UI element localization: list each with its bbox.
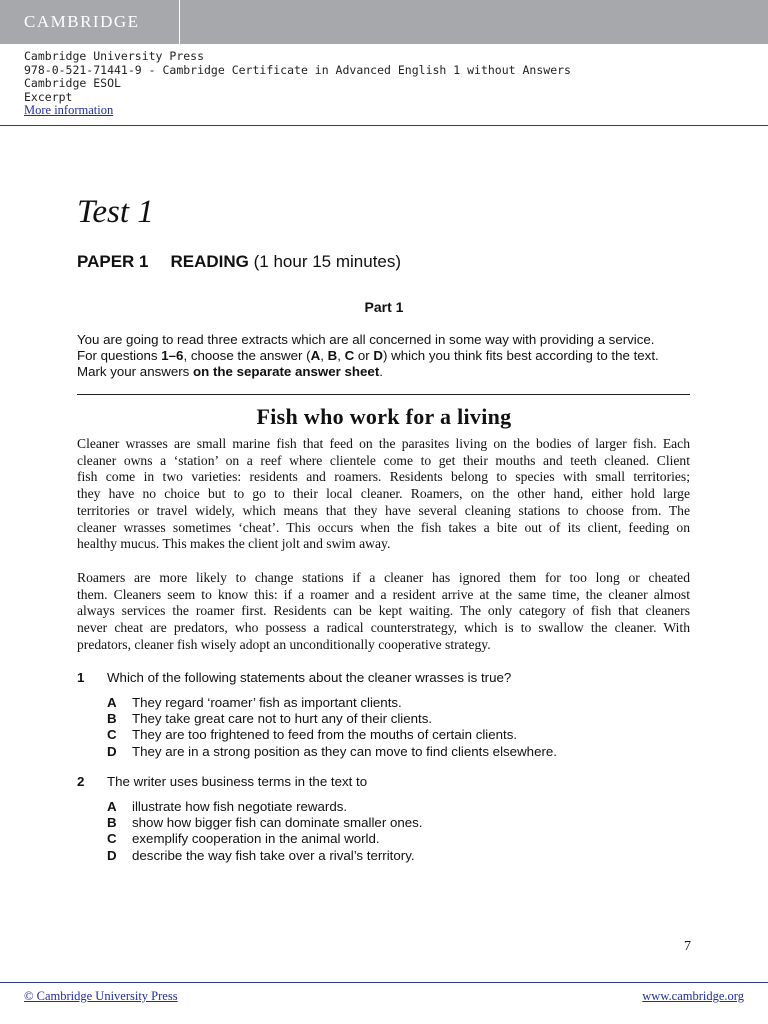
more-information-link[interactable]: More information <box>24 103 114 117</box>
paragraph-line: Roamers are more likely to change stations if a cleaner has ignored them for too long or cheated <box>77 570 690 585</box>
answer-option-b[interactable] <box>77 815 690 831</box>
paragraph-line: Cleaner wrasses are small marine fish that feed on the parasites living on the bodies of larger fish. Each <box>77 436 690 451</box>
copyright-link[interactable]: © Cambridge University Press <box>24 989 178 1003</box>
option-letter: C <box>107 727 117 743</box>
paragraph-line: healthy mucus. This makes the client jolt and swim away. <box>77 536 391 552</box>
paper-name: READING <box>170 252 249 271</box>
question-1 <box>77 670 690 760</box>
paragraph-line: territories or travel widely, which means that they have several cleaning stations to choose from. The <box>77 502 690 518</box>
paper-label: PAPER 1 <box>77 252 149 271</box>
answer-option-b[interactable] <box>77 711 690 727</box>
option-letter: C <box>107 831 117 847</box>
question-text: The writer uses business terms in the text to <box>107 774 368 789</box>
option-letter: D <box>107 743 117 759</box>
footer-rule <box>0 982 768 983</box>
option-letter: B <box>107 711 117 727</box>
option-letter: A <box>107 695 117 710</box>
article-paragraph-1 <box>77 436 690 553</box>
paragraph-line: cleaner wrasses sometimes ‘cheat’. This occurs when the fish takes a bite out of its client, feeding on <box>77 519 690 535</box>
option-text: They are too frightened to feed from the mouths of certain clients. <box>132 727 518 743</box>
article-paragraph-2 <box>77 570 690 654</box>
paper-heading <box>77 252 401 272</box>
article-title: Fish who work for a living <box>256 404 512 429</box>
paragraph-line: always services the roamer first. Residents can be kept waiting. The only category of fish that cleaners <box>77 603 690 619</box>
answer-option-a[interactable] <box>77 799 690 815</box>
option-text: exemplify cooperation in the animal world. <box>132 831 380 847</box>
part-heading: Part 1 <box>364 299 404 315</box>
paragraph-line: fish come in two varieties: residents and roamers. Residents belong to species with small territories; <box>77 469 690 485</box>
answer-option-d[interactable] <box>77 744 690 760</box>
paragraph-line: cleaner owns a ‘station’ on a reef where clientele come to get their mouths and teeth cleaned. Client <box>77 452 690 468</box>
option-letter: B <box>107 815 117 831</box>
section-divider <box>77 394 690 395</box>
paper-duration: (1 hour 15 minutes) <box>253 252 402 271</box>
instructions <box>77 332 697 380</box>
answer-option-c[interactable] <box>77 831 690 847</box>
instructions-line-2: For questions 1–6, choose the answer (A, B, C or D) which you think fits best according to the text. <box>77 348 659 363</box>
meta-line-publisher: Cambridge University Press <box>24 49 205 63</box>
meta-line-excerpt: Excerpt <box>24 89 73 104</box>
website-link[interactable]: www.cambridge.org <box>642 989 744 1003</box>
page-number: 7 <box>684 939 691 954</box>
option-text: They are in a strong position as they can move to find clients elsewhere. <box>132 743 557 759</box>
question-number: 1 <box>77 670 85 685</box>
question-text: Which of the following statements about the cleaner wrasses is true? <box>107 670 512 685</box>
paragraph-line: never cheat are predators, who possess a radical counterstrategy, which is to swallow the cleaner. With <box>77 620 690 636</box>
meta-line-series: Cambridge ESOL <box>24 76 121 90</box>
header-bar <box>0 0 768 44</box>
question-number: 2 <box>77 774 85 789</box>
option-letter: A <box>107 799 117 814</box>
paragraph-line: them. Cleaners seem to know this: if a roamer and a resident arrive at the same time, the cleaner almost <box>77 586 690 602</box>
option-text: They take great care not to hurt any of their clients. <box>132 711 433 727</box>
meta-line-isbn-title: 978-0-521-71441-9 - Cambridge Certificate in Advanced English 1 without Answers <box>24 62 571 77</box>
option-letter: D <box>107 847 117 863</box>
instructions-line-1: You are going to read three extracts which are all concerned in some way with providing a service. <box>77 332 655 347</box>
question-2 <box>77 774 690 864</box>
header-divider <box>179 0 180 44</box>
answer-option-a[interactable] <box>77 695 690 711</box>
answer-option-c[interactable] <box>77 727 690 743</box>
option-text: They regard ‘roamer’ fish as important clients. <box>132 695 402 710</box>
book-metadata <box>24 50 571 118</box>
publisher-logo: CAMBRIDGE <box>24 12 140 31</box>
option-text: describe the way fish take over a rival’s territory. <box>132 847 415 863</box>
option-text: illustrate how fish negotiate rewards. <box>132 799 348 814</box>
paragraph-line: they have no choice but to go to their local cleaner. Roamers, on the other hand, either hold large <box>77 486 690 502</box>
answer-option-d[interactable] <box>77 848 690 864</box>
instructions-line-3: Mark your answers on the separate answer sheet. <box>77 364 383 379</box>
paragraph-line: predators, cleaner fish wisely adopt an unconditionally cooperative strategy. <box>77 636 491 652</box>
option-text: show how bigger fish can dominate smaller ones. <box>132 815 423 831</box>
test-title: Test 1 <box>77 194 154 230</box>
header-rule <box>0 125 768 126</box>
